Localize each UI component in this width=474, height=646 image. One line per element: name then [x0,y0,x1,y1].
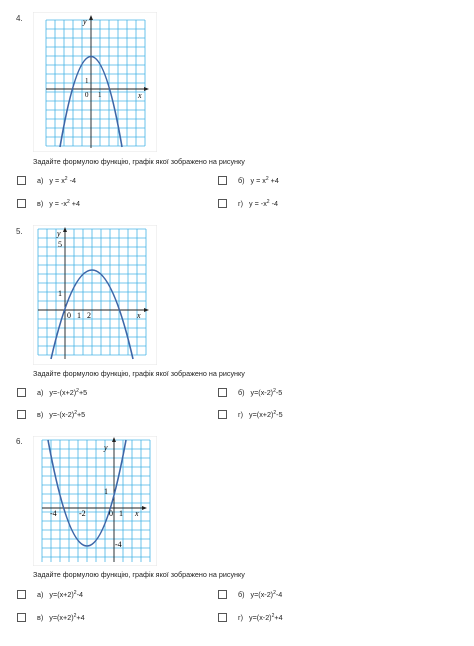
y-tick-1: 1 [58,289,62,298]
question-prompt: Задайте формулою функцію, графік якої зображено на рисунку [33,570,245,579]
y-tick-1: 1 [104,487,108,496]
answer-option-d[interactable] [218,613,283,622]
answer-option-b[interactable] [218,590,282,599]
x-axis-label: x [137,311,141,320]
question-prompt: Задайте формулою функцію, графік якої зображено на рисунку [33,369,245,378]
question-number: 6. [16,437,23,446]
x-tick-neg4: -4 [50,509,57,518]
option-formula: $y=(x+2)^2-5$ [249,410,283,419]
answer-checkbox[interactable] [218,388,227,397]
answer-checkbox[interactable] [218,613,227,622]
option-letter: а) [37,590,44,599]
option-letter: б) [238,388,245,397]
option-letter: г) [238,410,244,419]
option-letter: а) [37,388,44,397]
answer-option-d[interactable] [218,410,283,419]
option-letter: в) [37,410,44,419]
answer-option-c[interactable] [17,199,80,208]
option-formula: $y=-(x+2)^2+5$ [49,388,88,397]
question-prompt: Задайте формулою функцію, графік якої зображено на рисунку [33,157,245,166]
option-formula: $y=-(x-2)^2+5$ [49,410,86,419]
answer-option-a[interactable] [17,590,83,599]
x-tick-1: 1 [98,91,102,99]
answer-checkbox[interactable] [17,410,26,419]
answer-option-a[interactable] [17,388,87,397]
option-letter: б) [238,176,245,185]
x-axis-label: x [138,91,142,100]
option-formula: $y = x^2 +4$ [250,176,279,185]
answer-checkbox[interactable] [218,590,227,599]
option-letter: г) [238,613,244,622]
y-axis-label: y [104,443,108,452]
origin-label: 0 [109,509,113,518]
parabola-graph-q4 [33,12,157,152]
x-tick-2: 2 [87,311,91,320]
parabola-graph-q6 [33,436,157,566]
x-tick-1: 1 [119,509,123,518]
y-axis-label: y [83,17,87,26]
option-letter: г) [238,199,244,208]
x-tick-neg2: -2 [79,509,86,518]
y-tick-5: 5 [58,240,62,249]
answer-checkbox[interactable] [218,176,227,185]
option-letter: а) [37,176,44,185]
answer-option-c[interactable] [17,613,85,622]
question-number: 4. [16,14,23,23]
parabola-graph-q5 [33,225,157,365]
option-formula: $y = x^2$ -4 [49,176,76,185]
answer-option-c[interactable] [17,410,85,419]
answer-checkbox[interactable] [218,410,227,419]
answer-checkbox[interactable] [218,199,227,208]
answer-option-b[interactable] [218,176,279,185]
origin-label: 0 [67,311,71,320]
x-tick-1: 1 [77,311,81,320]
origin-label: 0 [85,91,89,99]
y-axis-label: y [57,229,61,238]
question-number: 5. [16,227,23,236]
answer-checkbox[interactable] [17,613,26,622]
answer-option-a[interactable] [17,176,76,185]
answer-checkbox[interactable] [17,590,26,599]
option-formula: $y=(x-2)^2+4$ [249,613,283,622]
y-tick-1: 1 [85,77,89,85]
answer-option-b[interactable] [218,388,282,397]
option-formula: $y=(x-2)^2-4$ [250,590,283,599]
answer-option-d[interactable] [218,199,278,208]
answer-checkbox[interactable] [17,388,26,397]
answer-checkbox[interactable] [17,199,26,208]
option-letter: б) [238,590,245,599]
option-formula: $y=(x-2)^2-5$ [250,388,283,397]
x-axis-label: x [135,509,139,518]
option-letter: в) [37,613,44,622]
answer-checkbox[interactable] [17,176,26,185]
y-tick-neg4: -4 [115,540,122,549]
option-formula: $y=(x+2)^2+4$ [49,613,85,622]
option-formula: $y = -x^2 +4$ [49,199,80,208]
option-letter: в) [37,199,44,208]
option-formula: $y=(x+2)^2-4$ [49,590,83,599]
option-formula: $y = -x^2$ -4 [249,199,278,208]
